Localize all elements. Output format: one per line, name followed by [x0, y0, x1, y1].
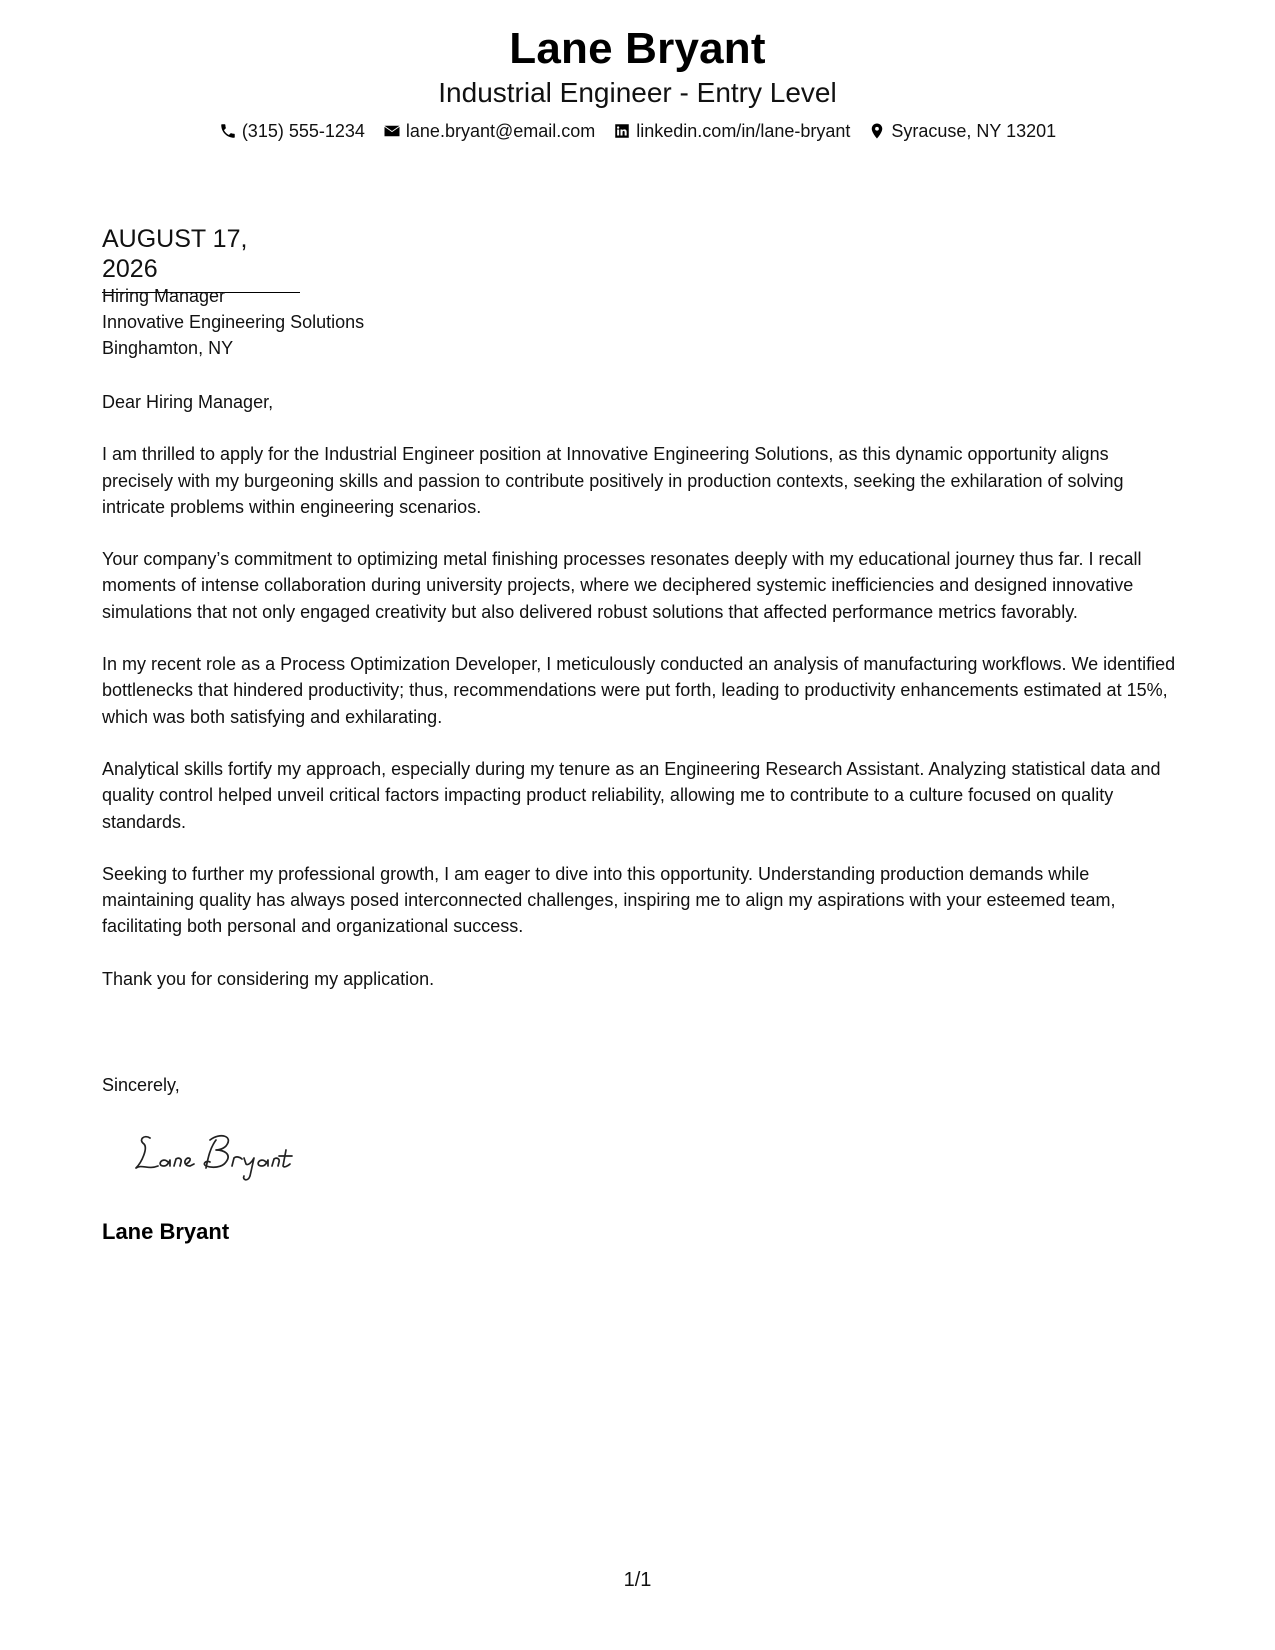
body-paragraph: Seeking to further my professional growth, I am eager to dive into this opportunity. Understanding production demands while maintaining quality has always posed interconnected challenges, inspiring me to align my aspirations with your esteemed team, facilitating both personal and organizational success. [102, 863, 1116, 937]
letter-header [0, 22, 1275, 142]
salutation: Dear Hiring Manager, [102, 392, 274, 412]
closing: Sincerely, [102, 1075, 180, 1095]
recipient-company: Innovative Engineering Solutions [102, 312, 365, 332]
applicant-name: Lane Bryant [509, 24, 766, 73]
envelope-icon [383, 122, 401, 140]
letter-body [102, 389, 1177, 1018]
contact-email [383, 120, 595, 142]
recipient-title: Hiring Manager [102, 286, 226, 306]
page-number: 1/1 [623, 1569, 652, 1591]
map-marker-icon [868, 122, 886, 140]
contact-location [868, 120, 1056, 142]
letter-date: AUGUST 17, 2026 [102, 224, 300, 293]
contact-phone [219, 120, 365, 142]
body-paragraph: In my recent role as a Process Optimization Developer, I meticulously conducted an analysis of manufacturing workflows. We identified bottlenecks that hindered productivity; thus, recommendations were put forth, leading to productivity enhancements estimated at 15%, which was both satisfying and exhilarating. [102, 654, 1176, 727]
location-text: Syracuse, NY 13201 [891, 121, 1057, 141]
body-paragraph: Analytical skills fortify my approach, especially during my tenure as an Engineering Research Assistant. Analyzing statistical data and quality control helped unveil critical factors impacting product reliability, allowing me to contribute to a culture focused on quality standards. [102, 758, 1161, 832]
email-text: lane.bryant@email.com [405, 121, 596, 141]
signer-name: Lane Bryant [102, 1219, 230, 1244]
phone-icon [219, 122, 237, 140]
body-paragraph: I am thrilled to apply for the Industrial Engineer position at Innovative Engineering Solutions, as this dynamic opportunity aligns precisely with my burgeoning skills and passion to contribute positively in production contexts, seeking the exhilaration of solving intricate problems within engineering scenarios. [102, 444, 1124, 517]
recipient-address [102, 283, 364, 361]
contact-linkedin [613, 120, 850, 142]
linkedin-icon [613, 122, 631, 140]
linkedin-text: linkedin.com/in/lane-bryant [636, 121, 851, 141]
handwritten-signature [128, 1124, 338, 1184]
contact-info [0, 120, 1275, 142]
body-paragraph: Your company’s commitment to optimizing metal finishing processes resonates deeply with my educational journey thus far. I recall moments of intense collaboration during university projects, where we deciphered systemic inefficiencies and designed innovative simulations that not only engaged creativity but also delivered robust solutions that affected performance metrics favorably. [102, 549, 1142, 622]
body-paragraph: Thank you for considering my application. [102, 968, 435, 989]
recipient-location: Binghamton, NY [102, 338, 234, 358]
applicant-job-title: Industrial Engineer - Entry Level [438, 77, 837, 108]
phone-text: (315) 555-1234 [241, 121, 365, 141]
